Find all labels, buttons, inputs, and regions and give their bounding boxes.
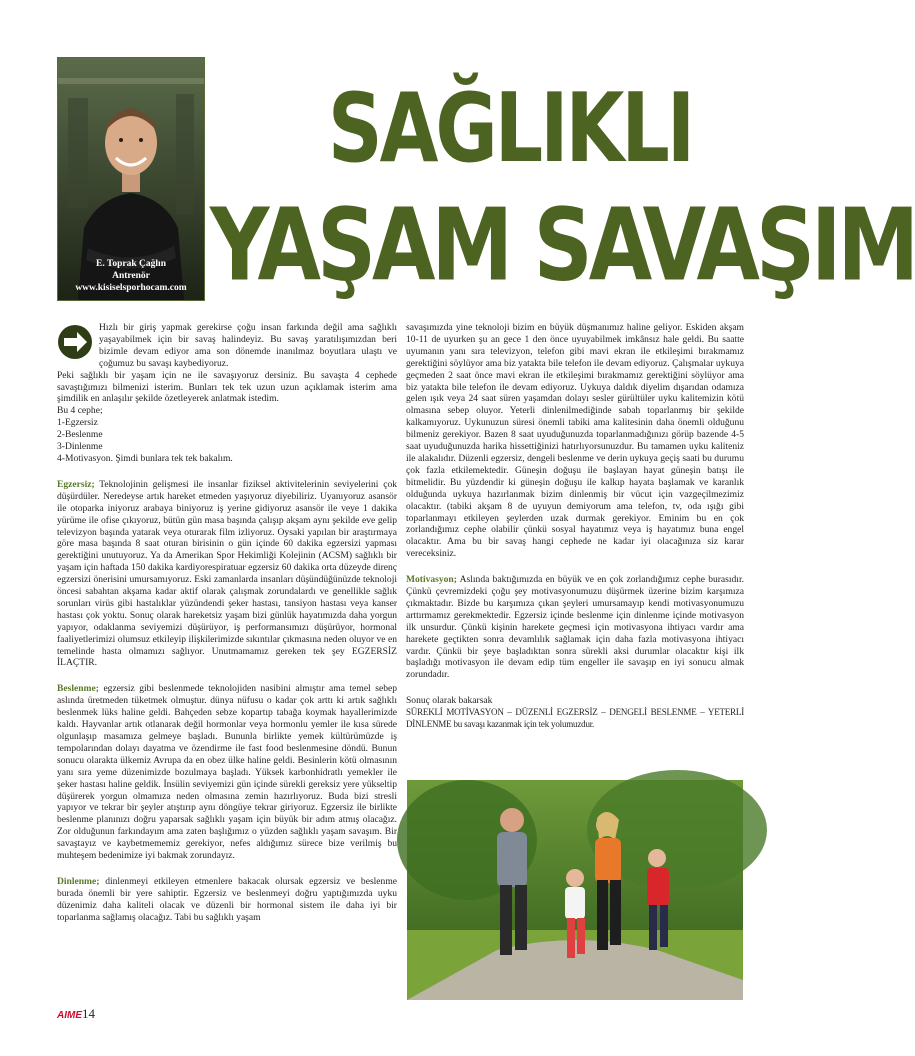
author-role: Antrenör [112, 271, 150, 281]
intro-paragraph-2: Peki sağlıklı bir yaşam için ne ile savaşıyoruz dersiniz. Bu savaşta 4 cephede savaştığımızı bilmenizi isterim. Bunları tek tek uzun uzun açıklamak isterim ama şimdilik en anlaşılır şekilde özetleyerek anlatmak istedim. [57, 369, 397, 405]
section-label: Beslenme; [57, 683, 99, 695]
section-egzersiz [57, 479, 397, 670]
intro-paragraph-1: Hızlı bir giriş yapmak gerekirse çoğu insan farkında değil ama sağlıklı yaşayabilmek için bir savaş halindeyiz. Bu savaş yaratılışımızdan beri bizimle devam ediyor ama son dönemde inanılmaz boyutlara ulaştı ve çoğumuz bu savaşı kaybediyoruz. [99, 322, 397, 369]
intro-list-heading: Bu 4 cephe; [57, 405, 103, 417]
magazine-logo: AIME [57, 1010, 82, 1021]
section-dinlenme [57, 876, 397, 924]
headline-line-2: YAŞAM SAVAŞIM [210, 188, 915, 304]
section-text: egzersiz gibi beslenmede teknolojiden nasibini almıştır ama temel sebep aslında üretmeden tüketmek olmuştur. dünya nüfusu o kadar çok arttı ki artık sağlıklı beslenmek lüks haline geldi. Bahçeden sebze kopartıp tabağa koymak hayallerimizde kaldı. Hayvanlar artık otlanarak değil hormonlar veya hormonlu yemler ile kısa sürede olgunlaşıp masamıza gelmeye başladı. Bununla birlikte yemek kültürümüzde iş tempolarından dolayı dayatma ve özendirme ile fast food beslenmesine döndü. Bunun sonucu olarakta ülkemiz Avrupa da en obez ülke haline geldi. Besinlerin kötü olmasının yanı sıra yeme düzenimizde bozulmaya başladı. Yüksek karbonhidratlı yemekler ile şeker hastası haline geldik. İnsülin seviyemizi gün içinde sürekli gereksiz yere yükseltip düşürerek yorgun olmamıza neden olmasına zemin hazırlıyoruz. Buda bizi stresli yapıyor ve tekrar bir şeyler atıştırıp aynı döngüye tekrar giriyoruz. Egzersiz ile birlikte beslenme planınızı doğru yaparsak sağlıklı yaşam için büyük bir adım atmış olacağız. Zor olduğunun farkındayım ama zaten başlığımız o yüzden sağlıklı yaşam savaşım. Bir savaştayız ve kaybetmememiz gerekiyor, nefes aldığımız sürece bize verilmiş bu muhteşem bedenimize iyi bakmak zorundayız. [57, 683, 397, 862]
author-photo [57, 57, 205, 301]
section-motivasyon [406, 574, 744, 681]
headline-line-1: SAĞLIKLI [327, 72, 693, 184]
section-text: dinlenmeyi etkileyen etmenlere bakacak olursak egzersiz ve beslenme burada önemli bir yere sahiptir. Egzersiz ve beslenmeyi doğru yaptığımızda uyku düzenimiz daha kaliteli olacak ve düzenli bir hormonal sistem ile daha iyi bir toparlanma sağlamış olacağız. Tabi bu sağlıklı yaşam [57, 875, 397, 923]
family-running-illustration [407, 780, 743, 1000]
section-dinlenme-continued: savaşımızda yine teknoloji bizim en büyük düşmanımız haline geliyor. Eskiden akşam 10-11 de uyurken şu an gece 1 den önce uyuyabilmek imkânsız hale geldi. Bu saatte uyumanın yanı sıra televizyon, telefon gibi mavi ekran ile etkileşimi bırakmamız gerektiğini söylüyor ama biz yatakta bile telefon ile devam ediyoruz. Çalışmalar uykuya geçmeden 2 saat önce mavi ekran ile etkileşimi bırakmamız gerektiğini söylüyor ama biz yatakta bile telefon ile devam ediyoruz. Uykuya daldık diyelim dışarıdan odamıza gelen ışık veya 24 saat süren yaşamdan dolayı sesler gürültüler uyku kalitemizin kötü olmasına sebep oluyor. Yeterli dinlenilmediğinde sabah toparlanmış bir şekilde kalkamıyoruz. Uykunuzun süresi önemli tabiki ama kalitesinin daha önemli olduğunu bilmeniz gerekiyor. Bazen 8 saat uyuduğunuzda toparlanmadığınızı görüp bazende 4-5 saat uyuduğunuzda harika hissettiğinizi hatırlıyorsunuzdur. Bu tamamen uyku kaliteniz ile alakalıdır. Düzenli egzersiz, dengeli beslenme ve derin uykuya geçiş saati bu durumu çok fazla etkilemektedir. Güneşin doğuşu ile başlayan hayat güneşin batışı ile bitmelidir. Bu yüzdendir ki güneşin doğuşu ile kalkıp hayata başlamak ve karanlık olduğunda uykuya hazırlanmak bizim dinlenmiş bir vücut için vazgeçilmezimiz olacaktır. (tabiki akşam 8 de uyuyun demiyorum ama telefon, tv, oda ışığı gibi toparlanmayı etkileyen şeylerden uzak durmak gerekiyor. Eminim bu en çok zorlandığımız cephe olabilir çünkü sosyal hayatımız veya iş hayatımız buna engel olacaktır. Ama bu bir savaş hangi cephede ne kadar iyi olacağınıza siz karar vereceksiniz. [406, 322, 744, 560]
intro-list-item: 2-Beslenme [57, 429, 103, 441]
section-text: Teknolojinin gelişmesi ile insanlar fiziksel aktivitelerinin seviyelerini çok düşürdüler. Neredeyse artık hareket etmeden yaşıyoruz diyebiliriz. Uyanıyoruz asansör ile otoparka iniyoruz arabaya biniyoruz iş yerine gidiyoruz asansör ile veye 1 dakika yürüme ile ofise çıkıyoruz, bütün gün masa başında çalışıp akşam aynı şekilde eve gelip televizyon başında yatarak veya oturarak film izliyoruz. Oysaki yapılan bir araştırmaya göre masa başında 8 saat oturan birisinin o gün içinde 60 dakika egzersizi yapması gerektiğini unutuyoruz. Ya da Amerikan Spor Hekimliği Kolejinin (ACSM) sağlıklı bir yaşam için haftada 150 dakika kardiyorespiratuar egzersiz 60 dakika orta düzeyde direnç egzersizi önerisini umursamıyoruz. Eski zamanlarda insanları düşündüğünüzde teknoloji öncesi sabahtan akşama kadar aktif olarak çalışmak zorundalardı ve genellikle sağlık sorunları virüs gibi hastalıklar yüzündendi şeker hastası, tansiyon hastası veya kanser hastası çok yoktu. Sonuç olarak hareketsiz yaşam bizi günlük hayatımızda daha yorgun yapıyor, odaklanma seviyemizi düşürüyor, iş performansımızı düşürüyor, hormonal faaliyetlerimizi olumsuz etkileyip ilişkilerimizde sıkıntılar çıkmasına neden oluyor ve en temelinde hasta olmamızı sağlıyor. Unutmamamız gereken tek şey EGZERSİZ İLAÇTIR. [57, 478, 397, 669]
intro-list-item: 1-Egzersiz [57, 417, 98, 429]
section-label: Motivasyon; [406, 574, 457, 586]
intro-list-item: 4-Motivasyon. Şimdi bunlara tek tek bakalım. [57, 452, 233, 464]
arrow-right-icon [57, 324, 93, 360]
page-footer [57, 1006, 95, 1022]
section-beslenme [57, 683, 397, 862]
author-name: E. Toprak Çağlın [96, 259, 166, 269]
section-label: Dinlenme; [57, 875, 100, 887]
conclusion-intro: Sonuç olarak bakarsak [406, 695, 493, 707]
conclusion-text: SÜREKLİ MOTİVASYON – DÜZENLİ EGZERSİZ – DENGELİ BESLENME – YETERLİ DİNLENME bu savaşı kazanmak için tek yolumuzdur. [406, 707, 744, 730]
section-text: Aslında baktığımızda en büyük ve en çok zorlandığımız cephe burasıdır. Çünkü çevremizdeki çoğu şey motivasyonumuzu düşürmek üzerine bizim karşımıza çıkmaktadır. Bizde bu karşımıza çıkan şeyleri umursamayıp kendi motivasyonumuzu arttırmamız gerekmektedir. Egzersiz içinde beslenme için dinlenme içinde motivasyon ilk unsurdur. Çünkü kişinin harekete geçmesi için motivasyona ihtiyacı vardır ama harekete geçtikten sonra devamlılık sağlamak için daha fazla motivasyona ihtiyacı vardır. Çünkü bir şeye başladıktan sonra sürekli aksi durumlar olacaktır kişi ilk başladığı motivasyon ile devam edip tüm engeller ile savaşıp en iyi sonucu almak zorundadır. [406, 574, 744, 681]
page-number: 14 [82, 1006, 95, 1021]
section-label: Egzersiz; [57, 478, 95, 490]
article-column-1 [57, 322, 397, 924]
intro-list-item: 3-Dinlenme [57, 441, 103, 453]
author-website[interactable]: www.kisiselsporhocam.com [75, 283, 187, 293]
family-running-photo [407, 780, 743, 1000]
article-column-2 [406, 322, 744, 731]
